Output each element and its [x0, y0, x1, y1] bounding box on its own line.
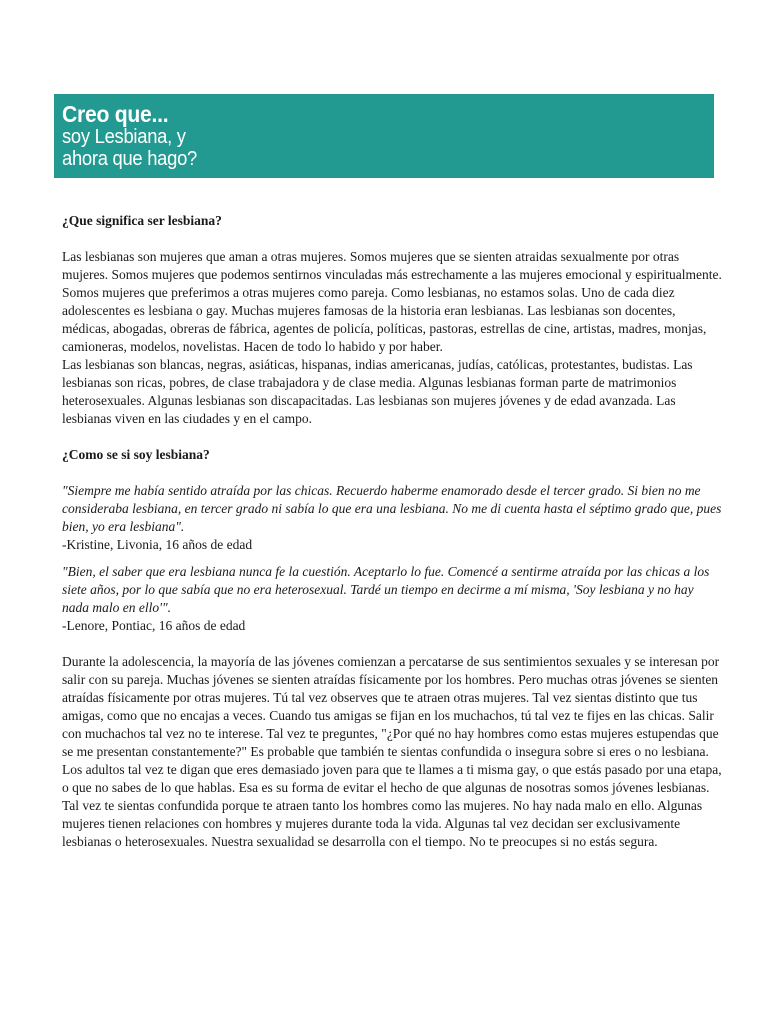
quote-kristine: "Siempre me había sentido atraída por las chicas. Recuerdo haberme enamorado desde el tercer grado. Si bien no me consideraba lesbiana, en tercer grado ni sabía lo que era una lesbiana. No me di cuenta hasta el séptimo grado que, pues bien, yo era lesbiana".	[62, 483, 722, 534]
section2-paragraph: Durante la adolescencia, la mayoría de las jóvenes comienzan a percatarse de sus sentimientos sexuales y se interesan por salir con su pareja. Muchas jóvenes se sienten atraídas físicamente por los hombres. Pero muchas otras jóvenes se sienten atraídas físicamente por otras mujeres. Tú tal vez observes que te atraen otras mujeres. Tal vez sientas distinto que tus amigas, como que no encajas a veces. Cuando tus amigas se fijan en los muchachos, tú tal vez te fijes en las chicas. Salir con muchachos tal vez no te interese. Tal vez te preguntes, "¿Por qué no hay hombres como estas mujeres estupendas que se me presentan constantemente?" Es probable que también te sientas confundida o insegura sobre si eres o no lesbiana. Los adultos tal vez te digan que eres demasiado joven para que te llames a ti misma gay, o que estás pasado por una etapa, o que no sabes de lo que hablas. Esa es su forma de evitar el hecho de que algunas de nosotras somos jóvenes lesbianas. Tal vez te sientas confundida porque te atraen tanto los hombres como las mujeres. No hay nada malo en ello. Algunas mujeres tienen relaciones con hombres y mujeres durante toda la vida. Algunas tal vez decidan ser exclusivamente lesbianas o heterosexuales. Nuestra sexualidad se desarrolla con el tiempo. No te preocupes si no estás segura.	[62, 654, 722, 849]
section2-heading: ¿Como se si soy lesbiana?	[62, 447, 210, 462]
document-body	[62, 212, 722, 851]
attribution-lenore: -Lenore, Pontiac, 16 años de edad	[62, 618, 246, 633]
banner-title-line2: soy Lesbiana, y	[62, 126, 186, 148]
section1-heading: ¿Que significa ser lesbiana?	[62, 213, 222, 228]
banner-title-line3: ahora que hago?	[62, 148, 198, 170]
quote-lenore: "Bien, el saber que era lesbiana nunca fe la cuestión. Aceptarlo lo fue. Comencé a sentirme atraída por las chicas a los siete años, por lo que sabía que no era heterosexual. Tardé un tiempo en decirme a mí misma, 'Soy lesbiana y no hay nada malo en ello'".	[62, 564, 710, 615]
attribution-kristine: -Kristine, Livonia, 16 años de edad	[62, 537, 253, 552]
section1-paragraph1: Las lesbianas son mujeres que aman a otras mujeres. Somos mujeres que se sienten atraidas sexualmente por otras mujeres. Somos mujeres que podemos sentirnos vinculadas más estrechamente a las mujeres emocional y espiritualmente. Somos mujeres que preferimos a otras mujeres como pareja. Como lesbianas, no estamos solas. Uno de cada diez adolescentes es lesbiana o gay. Muchas mujeres famosas de la historia eran lesbianas. Las lesbianas son docentes, médicas, abogadas, obreras de fábrica, agentes de policía, políticas, pastoras, estrellas de cine, artistas, madres, monjas, camioneras, modelos, novelistas. Hacen de todo lo habido y por haber.	[62, 249, 722, 354]
title-banner	[54, 94, 714, 178]
section1-paragraph2: Las lesbianas son blancas, negras, asiáticas, hispanas, indias americanas, judías, católicas, protestantes, budistas. Las lesbianas son ricas, pobres, de clase trabajadora y de clase media. Algunas lesbianas forman parte de matrimonios heterosexuales. Algunas lesbianas son discapacitadas. Las lesbianas son mujeres jóvenes y de edad avanzada. Las lesbianas viven en las ciudades y en el campo.	[62, 357, 693, 426]
banner-title-line1: Creo que...	[62, 101, 169, 127]
